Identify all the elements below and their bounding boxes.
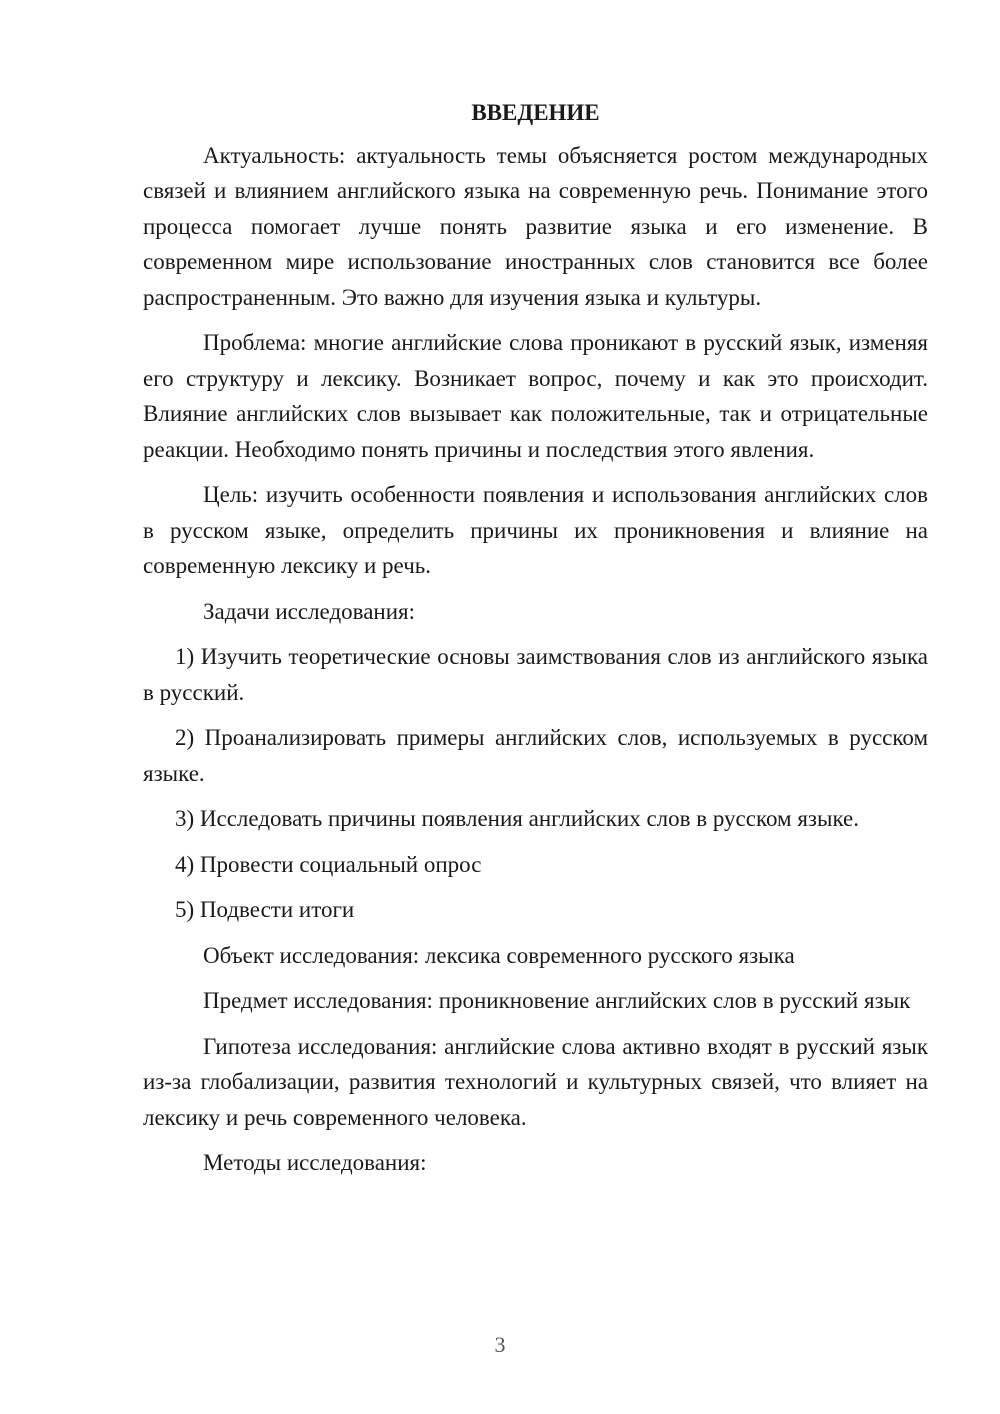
goal-paragraph: Цель: изучить особенности появления и использования английских слов в русском языке, определить причины их проникновения и влияние на современную лексику и речь. xyxy=(143,482,928,578)
task-item-5: 5) Подвести итоги xyxy=(175,897,355,922)
problem-paragraph: Проблема: многие английские слова проникают в русский язык, изменяя его структуру и лексику. Возникает вопрос, почему и как это происходит. Влияние английских слов вызывает как положительные, так и отрицательные реакции. Необходимо понять причины и последствия этого явления. xyxy=(143,330,928,462)
object-paragraph: Объект исследования: лексика современного русского языка xyxy=(203,942,795,968)
tasks-heading: Задачи исследования: xyxy=(203,598,416,624)
task-item-1: 1) Изучить теоретические основы заимствования слов из английского языка в русский. xyxy=(143,644,928,705)
hypothesis-paragraph: Гипотеза исследования: английские слова активно входят в русский язык из-за глобализации, развития технологий и культурных связей, что влияет на лексику и речь современного человека. xyxy=(143,1033,928,1130)
subject-paragraph: Предмет исследования: проникновение английских слов в русский язык xyxy=(203,988,911,1013)
section-title: ВВЕДЕНИЕ xyxy=(471,100,600,125)
relevance-paragraph: Актуальность: актуальность темы объясняется ростом международных связей и влиянием английского языка на современную речь. Понимание этого процесса помогает лучше понять развитие языка и его изменение. В современном мире использование иностранных слов становится все более распространенным. Это важно для изучения языка и культуры. xyxy=(143,142,928,310)
task-item-4: 4) Провести социальный опрос xyxy=(175,851,482,877)
task-item-2: 2) Проанализировать примеры английских слов, используемых в русском языке. xyxy=(143,725,928,786)
task-item-3: 3) Исследовать причины появления английских слов в русском языке. xyxy=(175,806,860,831)
methods-heading: Методы исследования: xyxy=(203,1150,427,1175)
page-number: 3 xyxy=(494,1332,506,1357)
document-body xyxy=(143,95,928,1191)
